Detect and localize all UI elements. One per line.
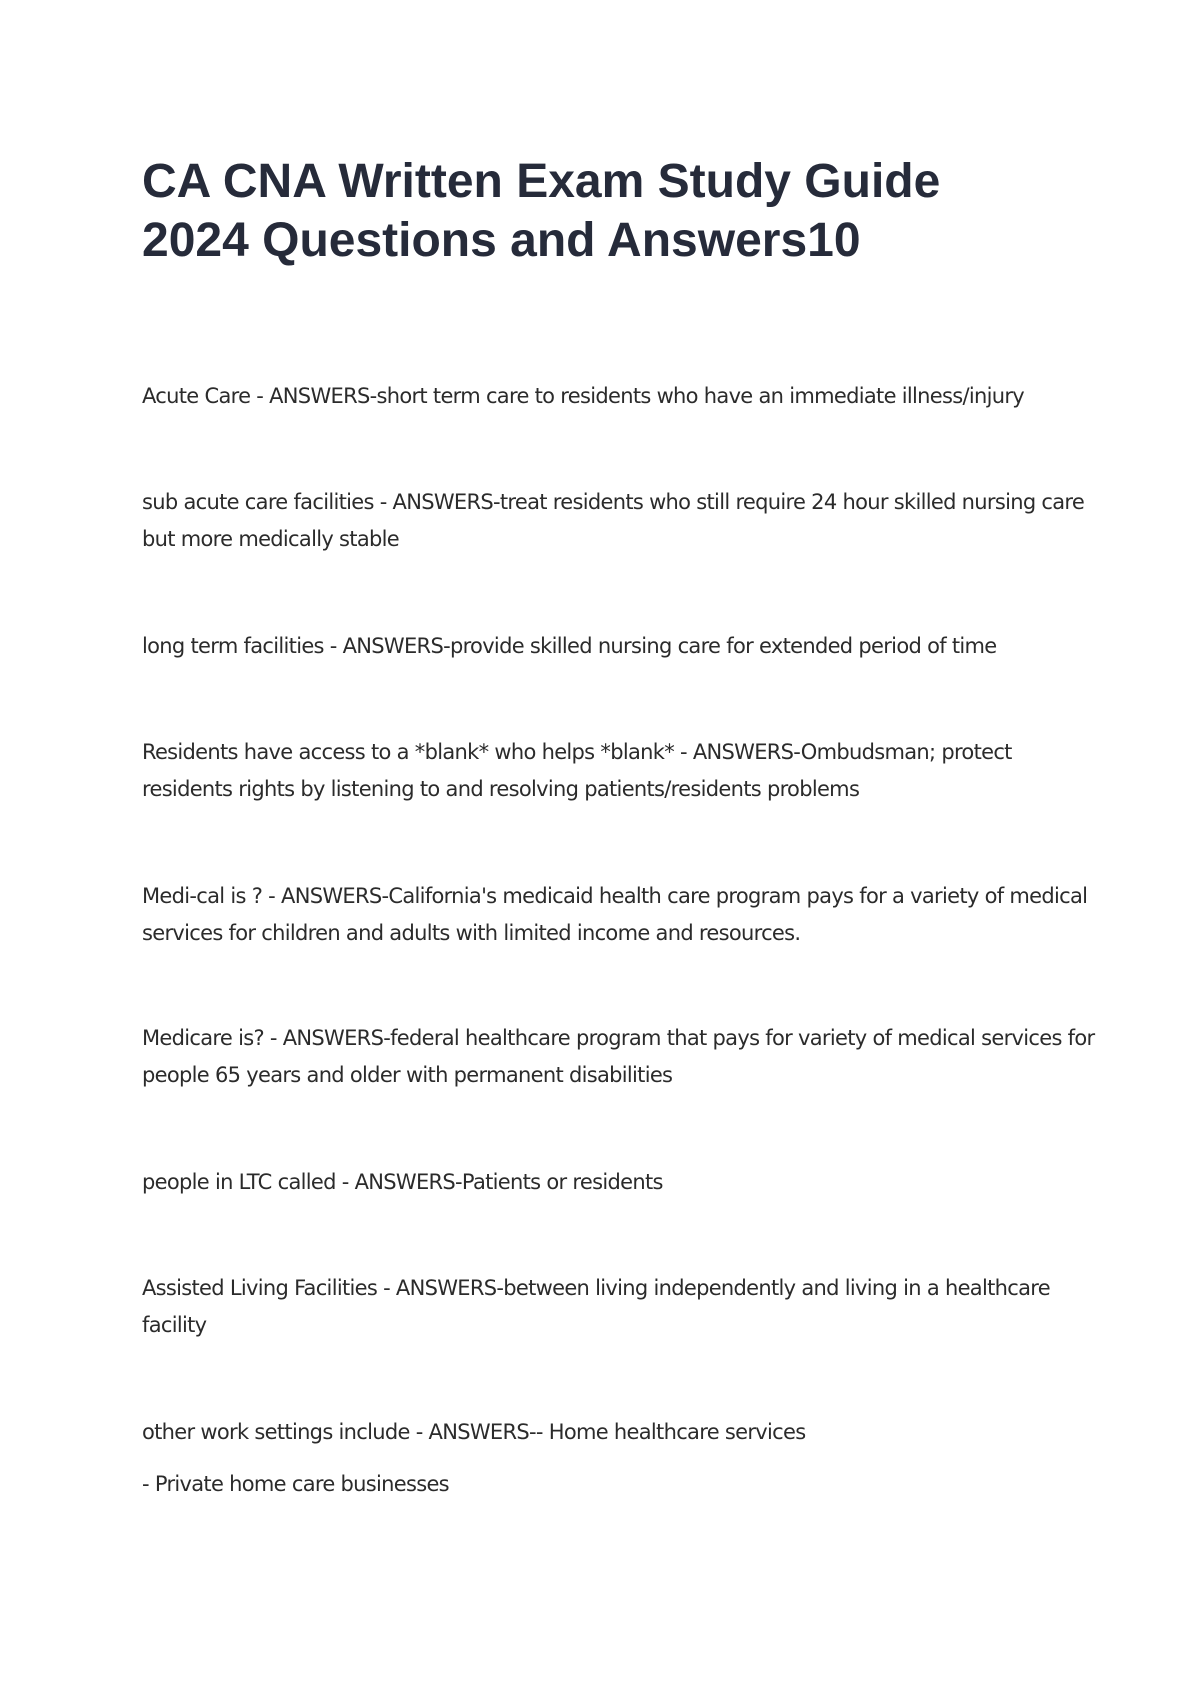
qa-entry-ombudsman [142,734,1082,808]
qa-entry-medicare [142,1020,1095,1094]
qa-entry-line: people 65 years and older with permanent disabilities [142,1063,673,1087]
qa-entry-long-term-facilities [142,628,1082,665]
qa-entry-line: - Private home care businesses [142,1472,449,1496]
qa-entry-line: sub acute care facilities - ANSWERS-treat residents who still require 24 hour skilled nursing care [142,490,1085,514]
qa-entry-private-home-care [142,1466,1082,1503]
qa-entry-line: but more medically stable [142,527,399,551]
qa-entry-other-work-settings [142,1414,1082,1451]
document-title-line: 2024 Questions and Answers10 [142,214,861,267]
qa-entry-line: Acute Care - ANSWERS-short term care to residents who have an immediate illness/injury [142,384,1025,408]
qa-entry-line: long term facilities - ANSWERS-provide skilled nursing care for extended period of time [142,634,997,658]
qa-entry-sub-acute-care [142,484,1085,558]
qa-entry-line: Medicare is? - ANSWERS-federal healthcare program that pays for variety of medical services for [142,1026,1095,1050]
qa-entry-line: Assisted Living Facilities - ANSWERS-between living independently and living in a healthcare [142,1276,1050,1300]
qa-entry-line: other work settings include - ANSWERS-- Home healthcare services [142,1420,806,1444]
qa-entry-line: Residents have access to a *blank* who helps *blank* - ANSWERS-Ombudsman; protect [142,740,1012,764]
qa-entry-people-in-ltc [142,1164,1082,1201]
document-title-line: CA CNA Written Exam Study Guide [142,155,941,208]
document-title [142,152,1082,270]
qa-entry-line: residents rights by listening to and resolving patients/residents problems [142,777,860,801]
qa-entry-acute-care [142,378,1082,415]
qa-entry-line: Medi-cal is ? - ANSWERS-California's medicaid health care program pays for a variety of medical [142,884,1088,908]
qa-entry-line: facility [142,1313,207,1337]
qa-entry-line: services for children and adults with limited income and resources. [142,921,801,945]
qa-entry-medi-cal [142,878,1088,952]
qa-entry-assisted-living [142,1270,1082,1344]
qa-entry-line: people in LTC called - ANSWERS-Patients or residents [142,1170,663,1194]
